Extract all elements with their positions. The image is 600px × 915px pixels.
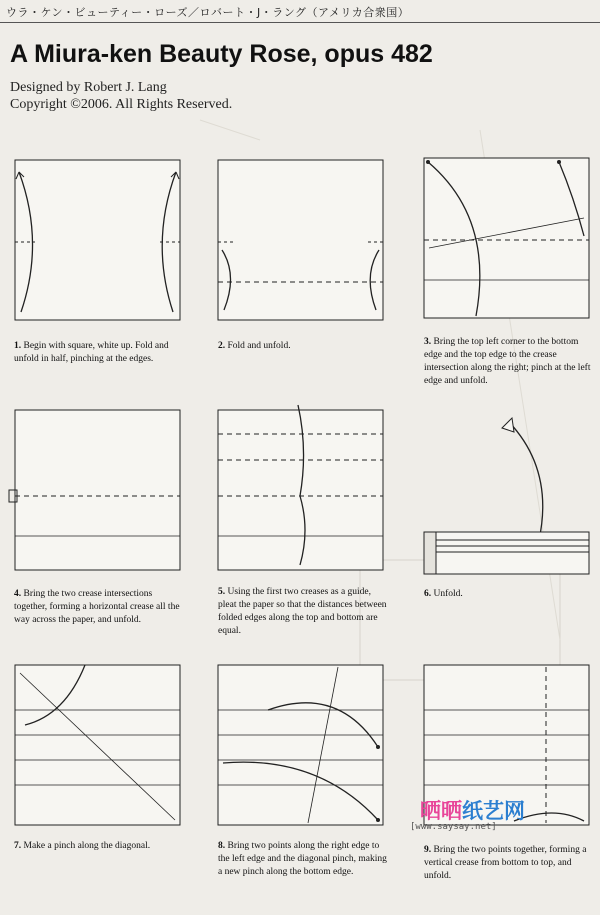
step-7-caption: 7. Make a pinch along the diagonal. [14,841,151,851]
step-9-caption: 9. Bring the two points together, forming a vertical crease from bottom to top, and unfold. [424,845,587,881]
designer-credit: Designed by Robert J. Lang [10,80,167,95]
step-4-caption: 4. Bring the two crease intersections together, forming a horizontal crease all the way across the paper, and unfold. [14,589,180,625]
step-6-diagram [414,410,594,610]
step-2-caption: 2. Fold and unfold. [218,341,291,351]
step-6-caption: 6. Unfold. [424,589,463,599]
step-4-diagram [5,400,185,575]
step-7-diagram [5,655,185,830]
copyright-notice: Copyright ©2006. All Rights Reserved. [10,97,233,112]
step-8-caption: 8. Bring two points along the right edge to the left edge and the diagonal pinch, making a new pinch along the bottom edge. [218,841,387,877]
step-3-caption: 3. Bring the top left corner to the bottom edge and the top edge to the crease intersection along the right; pinch at the left edge and unfold. [424,337,591,386]
step-1-caption: 1. Begin with square, white up. Fold and unfold in half, pinching at the edges. [14,341,169,364]
step-1-diagram [5,150,185,325]
watermark-url: [www.saysay.net] [410,822,497,832]
page-title: A Miura-ken Beauty Rose, opus 482 [10,40,433,68]
step-8-diagram [208,655,388,830]
site-watermark: 晒晒纸艺网 [420,799,525,823]
step-2-diagram [208,150,388,325]
japanese-header: ウラ・ケン・ビューティー・ローズ／ロバート・J・ラング（アメリカ合衆国） [6,6,410,19]
step-3-diagram [414,148,594,323]
step-5-caption: 5. Using the first two creases as a guide, pleat the paper so that the distances between folded edges along the top and bottom are equal. [218,587,387,636]
step-5-diagram [208,400,388,575]
